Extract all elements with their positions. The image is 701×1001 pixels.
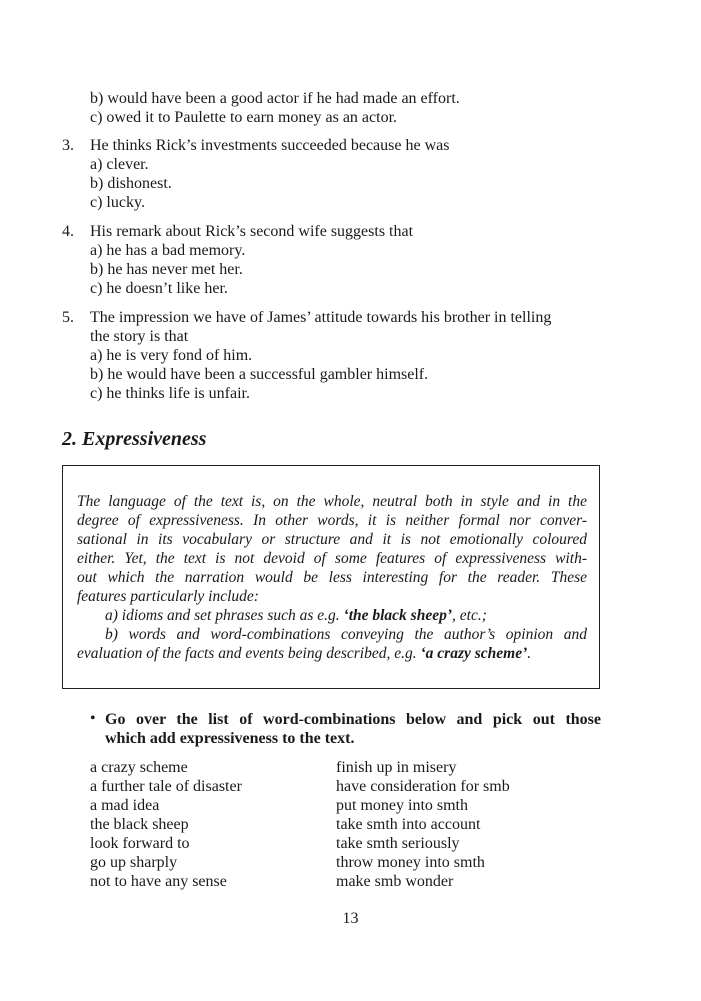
page-number: 13 <box>342 910 359 927</box>
list-item: not to have any sense <box>90 873 227 890</box>
list-item: have consideration for smb <box>336 778 510 795</box>
list-item: a mad idea <box>90 797 160 814</box>
word-list-right <box>336 758 510 891</box>
box-line-2: degree of expressiveness. In other words, it is neither formal nor conver- <box>77 512 587 529</box>
box-item-a-example: ‘the black sheep’ <box>343 607 453 624</box>
box-item-b-line2 <box>77 644 531 663</box>
section-heading: 2. Expressiveness <box>62 428 207 450</box>
list-item: a crazy scheme <box>90 759 188 776</box>
box-item-a <box>105 606 487 625</box>
box-line-3: sational in its vocabulary or structure and it is not emotionally coloured <box>77 531 587 548</box>
q5-number: 5. <box>62 309 74 326</box>
list-item: go up sharply <box>90 854 178 871</box>
q5-text-line1: The impression we have of James’ attitude towards his brother in telling <box>90 309 552 326</box>
q3-text: He thinks Rick’s investments succeeded because he was <box>90 137 450 154</box>
list-item: a further tale of disaster <box>90 778 242 795</box>
q4-option-a: a) he has a bad memory. <box>90 242 246 259</box>
box-line-1: The language of the text is, on the whole, neutral both in style and in the <box>77 493 587 510</box>
word-list-left <box>90 758 242 891</box>
list-item: put money into smth <box>336 797 468 814</box>
box-item-b-suffix: . <box>527 645 532 662</box>
q3-option-b: b) dishonest. <box>90 175 172 192</box>
list-item: finish up in misery <box>336 759 457 776</box>
q5-text-line2: the story is that <box>90 328 189 345</box>
list-item: take smth seriously <box>336 835 460 852</box>
q3-number: 3. <box>62 137 74 154</box>
box-item-b-example: ‘a crazy scheme’ <box>420 645 528 662</box>
expressiveness-box <box>62 465 600 689</box>
box-item-b-prefix: evaluation of the facts and events being described, e.g. <box>77 645 421 662</box>
list-item: the black sheep <box>90 816 189 833</box>
q3-option-a: a) clever. <box>90 156 149 173</box>
q2-option-c: c) owed it to Paulette to earn money as an actor. <box>90 109 398 126</box>
q4-option-c: c) he doesn’t like her. <box>90 280 228 297</box>
box-line-6: features particularly include: <box>77 588 259 605</box>
list-item: make smb wonder <box>336 873 454 890</box>
q5-option-a: a) he is very fond of him. <box>90 347 253 364</box>
q2-option-b: b) would have been a good actor if he had made an effort. <box>90 90 460 107</box>
list-item: look forward to <box>90 835 190 852</box>
q4-text: His remark about Rick’s second wife suggests that <box>90 223 414 240</box>
q4-option-b: b) he has never met her. <box>90 261 243 278</box>
q4-number: 4. <box>62 223 74 240</box>
box-line-4: either. Yet, the text is not devoid of some features of expressiveness with- <box>77 550 587 567</box>
box-line-5: out which the narration would be less interesting for the reader. These <box>77 569 587 586</box>
list-item: throw money into smth <box>336 854 485 871</box>
box-item-a-suffix: , etc.; <box>452 607 487 624</box>
q5-option-b: b) he would have been a successful gambler himself. <box>90 366 429 383</box>
box-item-b-line1: b) words and word-combinations conveying the author’s opinion and <box>105 626 587 643</box>
q5-option-c: c) he thinks life is unfair. <box>90 385 250 402</box>
list-item: take smth into account <box>336 816 481 833</box>
bullet-icon: • <box>90 710 96 727</box>
q3-option-c: c) lucky. <box>90 194 145 211</box>
box-item-a-prefix: a) idioms and set phrases such as e.g. <box>105 607 344 624</box>
task-line-2: which add expressiveness to the text. <box>105 730 355 747</box>
task-line-1: Go over the list of word-combinations below and pick out those <box>105 711 601 728</box>
